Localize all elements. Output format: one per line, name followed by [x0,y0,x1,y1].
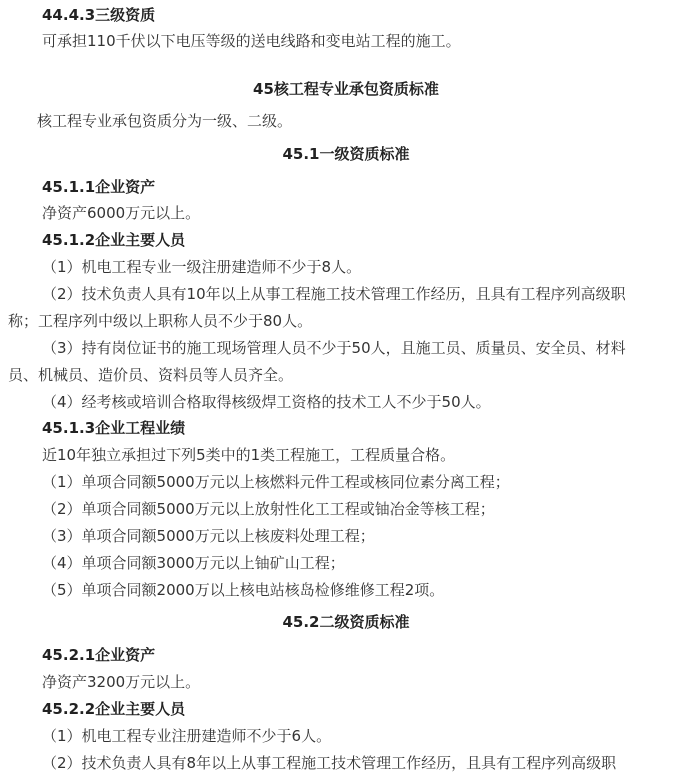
paragraph-line: 近10年独立承担过下列5类中的1类工程施工，工程质量合格。 [42,446,456,464]
list-item: （1）单项合同额5000万元以上核燃料元件工程或核同位素分离工程； [42,473,510,491]
paragraph-line: 净资产6000万元以上。 [42,204,201,222]
list-item-continued: 称；工程序列中级以上职称人员不少于80人。 [8,312,313,330]
list-item: （5）单项合同额2000万以上核电站核岛检修维修工程2项。 [42,581,445,599]
list-item: （1）机电工程专业注册建造师不少于6人。 [42,727,332,745]
list-item: （2）单项合同额5000万元以上放射性化工工程或铀冶金等核工程； [42,500,495,518]
list-item: （2）技术负责人具有8年以上从事工程施工技术管理工作经历，且具有工程序列高级职 [42,754,617,772]
paragraph-line: 核工程专业承包资质分为一级、二级。 [37,112,293,130]
section-heading-44-4-3: 44.4.3三级资质 [42,6,156,24]
list-item: （1）机电工程专业一级注册建造师不少于8人。 [42,258,362,276]
section-heading-45-1-1: 45.1.1企业资产 [42,178,156,196]
list-item: （3）单项合同额5000万元以上核废料处理工程； [42,527,375,545]
list-item: （4）经考核或培训合格取得核级焊工资格的技术工人不少于50人。 [42,393,491,411]
paragraph-line: 可承担110千伏以下电压等级的送电线路和变电站工程的施工。 [42,32,461,50]
section-heading-45-1-3: 45.1.3企业工程业绩 [42,419,186,437]
chapter-title-45: 45核工程专业承包资质标准 [253,80,439,98]
list-item-continued: 员、机械员、造价员、资料员等人员齐全。 [8,366,294,384]
section-title-45-2: 45.2二级资质标准 [282,613,410,631]
section-title-45-1: 45.1一级资质标准 [282,145,410,163]
section-heading-45-2-2: 45.2.2企业主要人员 [42,700,186,718]
list-item: （3）持有岗位证书的施工现场管理人员不少于50人，且施工员、质量员、安全员、材料 [42,339,626,357]
list-item: （4）单项合同额3000万元以上铀矿山工程； [42,554,345,572]
section-heading-45-1-2: 45.1.2企业主要人员 [42,231,186,249]
list-item: （2）技术负责人具有10年以上从事工程施工技术管理工作经历，且具有工程序列高级职 [42,285,626,303]
paragraph-line: 净资产3200万元以上。 [42,673,201,691]
section-heading-45-2-1: 45.2.1企业资产 [42,646,156,664]
